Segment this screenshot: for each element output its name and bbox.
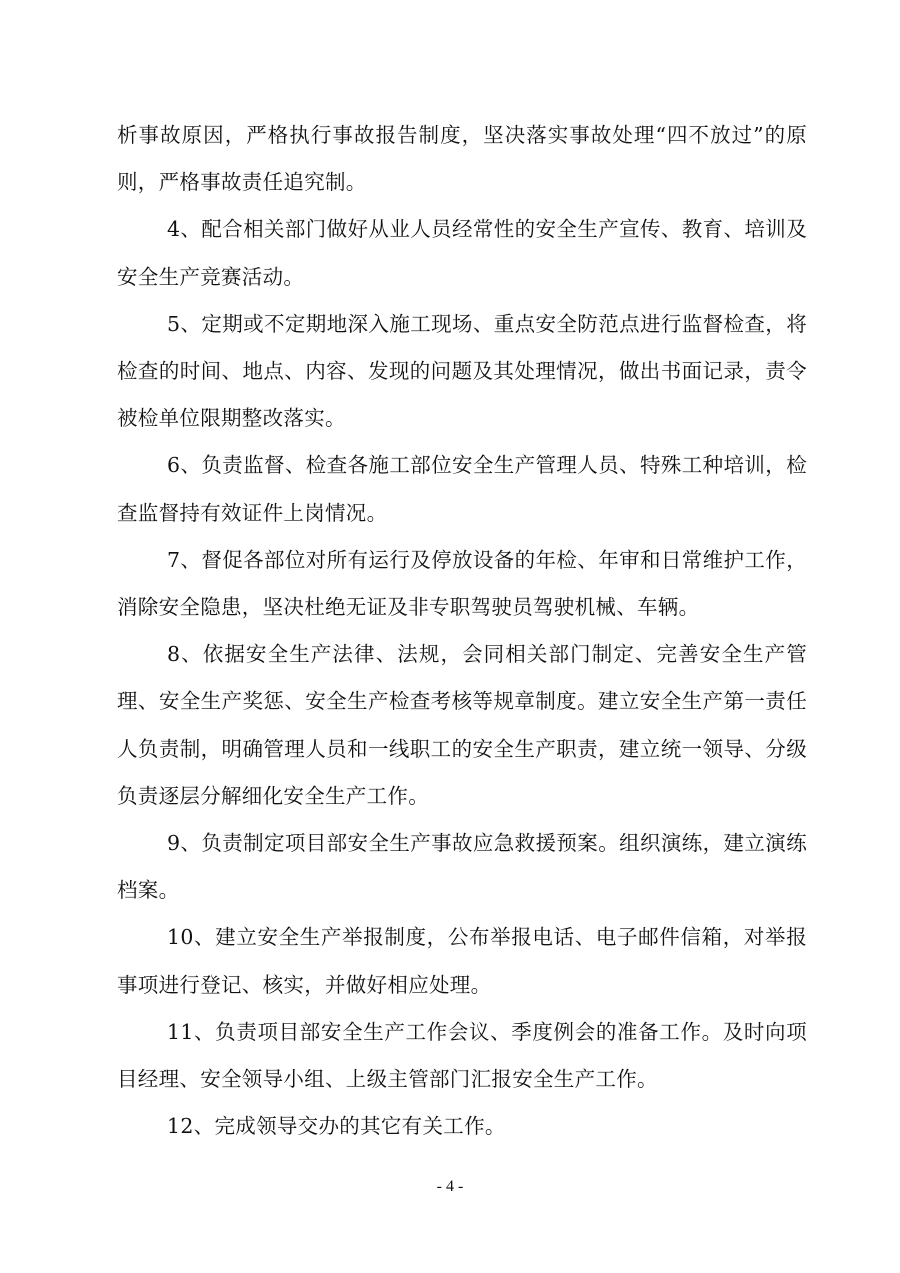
paragraph-item-5: 5、定期或不定期地深入施工现场、重点安全防范点进行监督检查，将检查的时间、地点、内容、发现的问题及其处理情况，做出书面记录，责令被检单位限期整改落实。 — [117, 311, 807, 431]
paragraph-item-9: 9、负责制定项目部安全生产事故应急救援预案。组织演练，建立演练档案。 — [117, 831, 807, 903]
paragraph-item-4: 4、配合相关部门做好从业人员经常性的安全生产宣传、教育、培训及安全生产竞赛活动。 — [117, 217, 807, 289]
paragraph-item-7: 7、督促各部位对所有运行及停放设备的年检、年审和日常维护工作，消除安全隐患，坚决杜绝无证及非专职驾驶员驾驶机械、车辆。 — [117, 547, 807, 620]
document-body — [117, 112, 807, 1150]
paragraph-item-10: 10、建立安全生产举报制度，公布举报电话、电子邮件信箱，对举报事项进行登记、核实，并做好相应处理。 — [117, 925, 807, 997]
paragraph-continuation: 析事故原因，严格执行事故报告制度，坚决落实事故处理“四不放过”的原则，严格事故责任追究制。 — [117, 123, 807, 195]
paragraph-item-12: 12、完成领导交办的其它有关工作。 — [167, 1114, 506, 1139]
page-number: - 4 - — [436, 1178, 464, 1195]
paragraph-item-6: 6、负责监督、检查各施工部位安全生产管理人员、特殊工种培训，检查监督持有效证件上岗情况。 — [117, 453, 807, 525]
paragraph-item-11: 11、负责项目部安全生产工作会议、季度例会的准备工作。及时向项目经理、安全领导小组、上级主管部门汇报安全生产工作。 — [117, 1019, 807, 1092]
paragraph-item-8: 8、依据安全生产法律、法规，会同相关部门制定、完善安全生产管理、安全生产奖惩、安全生产检查考核等规章制度。建立安全生产第一责任人负责制，明确管理人员和一线职工的安全生产职责，建立统一领导、分级负责逐层分解细化安全生产工作。 — [117, 642, 807, 808]
